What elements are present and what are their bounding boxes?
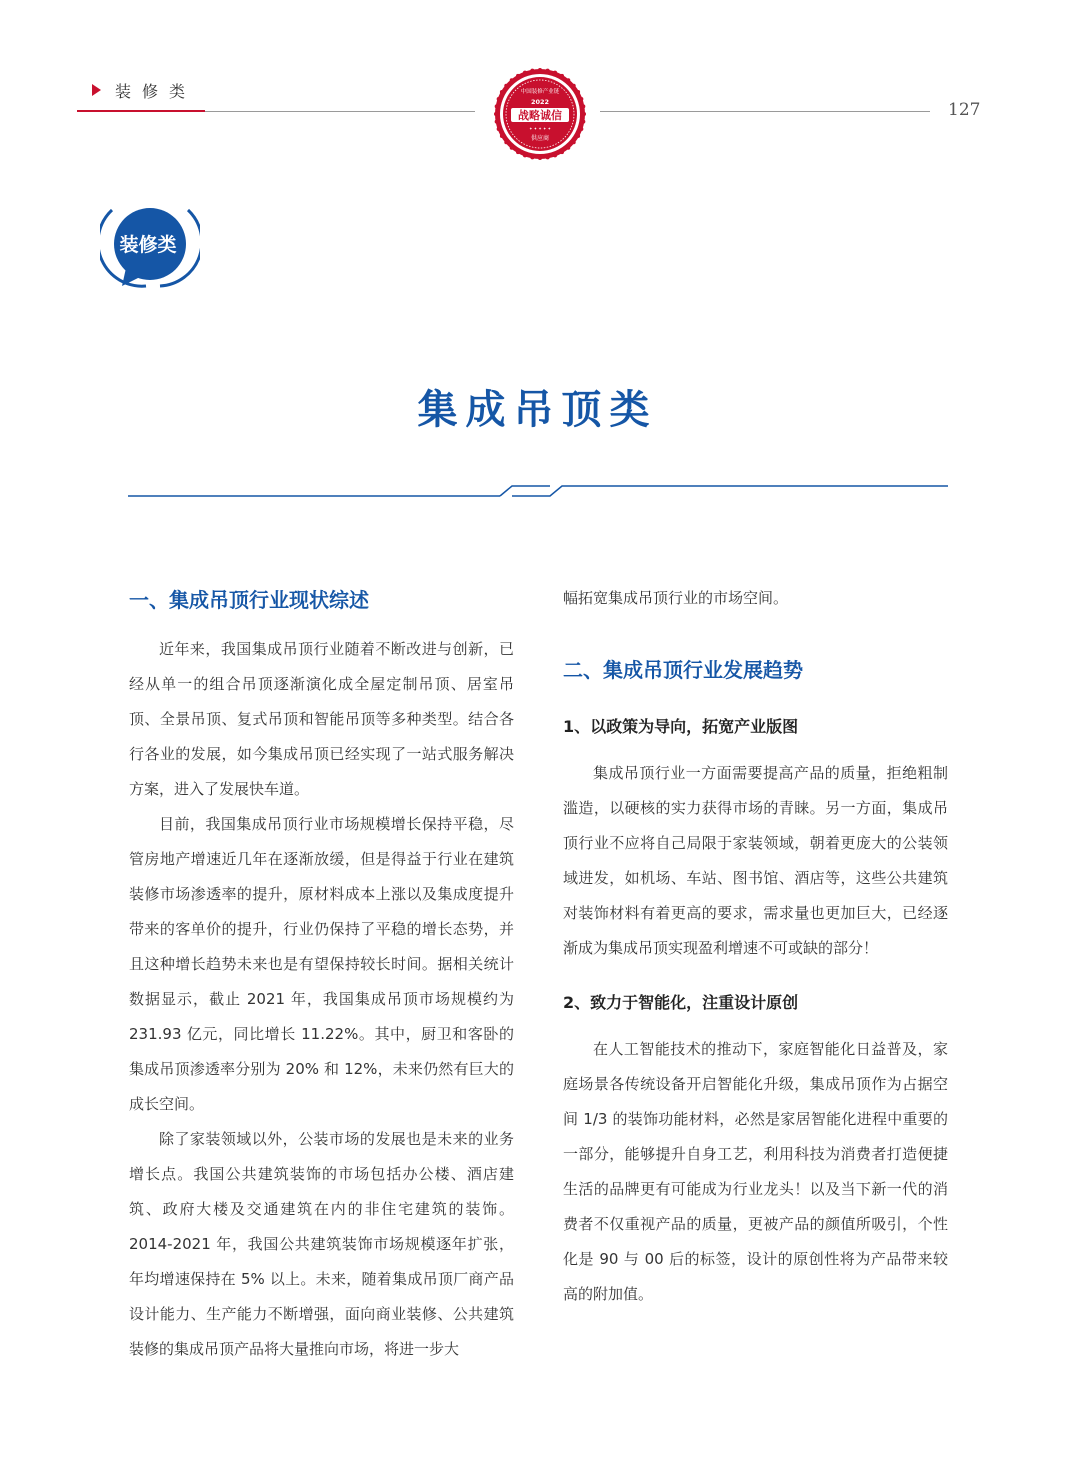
svg-text:✦ ✦ ✦ ✦ ✦: ✦ ✦ ✦ ✦ ✦ [529, 126, 551, 131]
paragraph: 在人工智能技术的推动下，家庭智能化日益普及，家庭场景各传统设备开启智能化升级，集成吊顶作为占据空间 1/3 的装饰功能材料，必然是家居智能化进程中重要的一部分，能够提升自身工艺，利用科技为消费者打造便捷生活的品牌更有可能成为行业龙头！以及当下新一代的消费者不仅重视产品的质量，更被产品的颜值所吸引，个性化是 90 与 00 后的标签，设计的原创性将为产品带来较高的附加值。 [563, 1040, 948, 1303]
seal-bottom-text: 供应商 [530, 135, 550, 142]
triangle-arrow-icon [92, 84, 101, 96]
section-heading-1: 一、集成吊顶行业现状综述 [129, 588, 369, 612]
paragraph-continuation: 幅拓宽集成吊顶行业的市场空间。 [563, 589, 789, 607]
subheading-1: 1、以政策为导向，拓宽产业版图 [563, 717, 799, 736]
seal-emblem-icon [494, 68, 586, 160]
page-number: 127 [948, 100, 981, 120]
right-column [563, 580, 948, 1312]
paragraph: 近年来，我国集成吊顶行业随着不断改进与创新，已经从单一的组合吊顶逐渐演化成全屋定制吊顶、居室吊顶、全景吊顶、复式吊顶和智能吊顶等多种类型。结合各行各业的发展，如今集成吊顶已经实现了一站式服务解决方案，进入了发展快车道。 [129, 640, 514, 798]
title-divider [128, 480, 948, 500]
header-rule-accent [77, 110, 205, 112]
section-heading-2: 二、集成吊顶行业发展趋势 [563, 658, 803, 682]
page-title: 集成吊顶类 [417, 387, 658, 433]
header-category: 装修类 [115, 82, 197, 101]
seal-top-text: 中国装修产业链 [520, 89, 560, 95]
badge-label: 装修类 [119, 234, 177, 256]
paragraph: 目前，我国集成吊顶行业市场规模增长保持平稳，尽管房地产增速近几年在逐渐放缓，但是得益于行业在建筑装修市场渗透率的提升，原材料成本上涨以及集成度提升带来的客单价的提升，行业仍保持了平稳的增长态势，并且这种增长趋势未来也是有望保持较长时间。据相关统计数据显示，截止 2021 年，我国集成吊顶市场规模约为 231.93 亿元，同比增长 11.22%。其中，厨卫和客卧的集成吊顶渗透率分别为 20% 和 12%，未来仍然有巨大的成长空间。 [129, 815, 514, 1113]
paragraph: 集成吊顶行业一方面需要提高产品的质量，拒绝粗制滥造，以硬核的实力获得市场的青睐。另一方面，集成吊顶行业不应将自己局限于家装领域，朝着更庞大的公装领域进发，如机场、车站、图书馆、酒店等，这些公共建筑对装饰材料有着更高的要求，需求量也更加巨大，已经逐渐成为集成吊顶实现盈利增速不可或缺的部分！ [563, 764, 948, 957]
seal-main-text: 战略诚信 [518, 109, 562, 122]
header-rule-right [600, 111, 930, 112]
subheading-2: 2、致力于智能化，注重设计原创 [563, 993, 799, 1012]
seal-year: 2022 [530, 98, 550, 106]
header-rule-left [205, 111, 475, 112]
paragraph: 除了家装领域以外，公装市场的发展也是未来的业务增长点。我国公共建筑装饰的市场包括办公楼、酒店建筑、政府大楼及交通建筑在内的非住宅建筑的装饰。2014-2021 年，我国公共建筑装饰市场规模逐年扩张，年均增速保持在 5% 以上。未来，随着集成吊顶厂商产品设计能力、生产能力不断增强，面向商业装修、公共建筑装修的集成吊顶产品将大量推向市场，将进一步大 [129, 1130, 514, 1358]
left-column [129, 580, 514, 1367]
